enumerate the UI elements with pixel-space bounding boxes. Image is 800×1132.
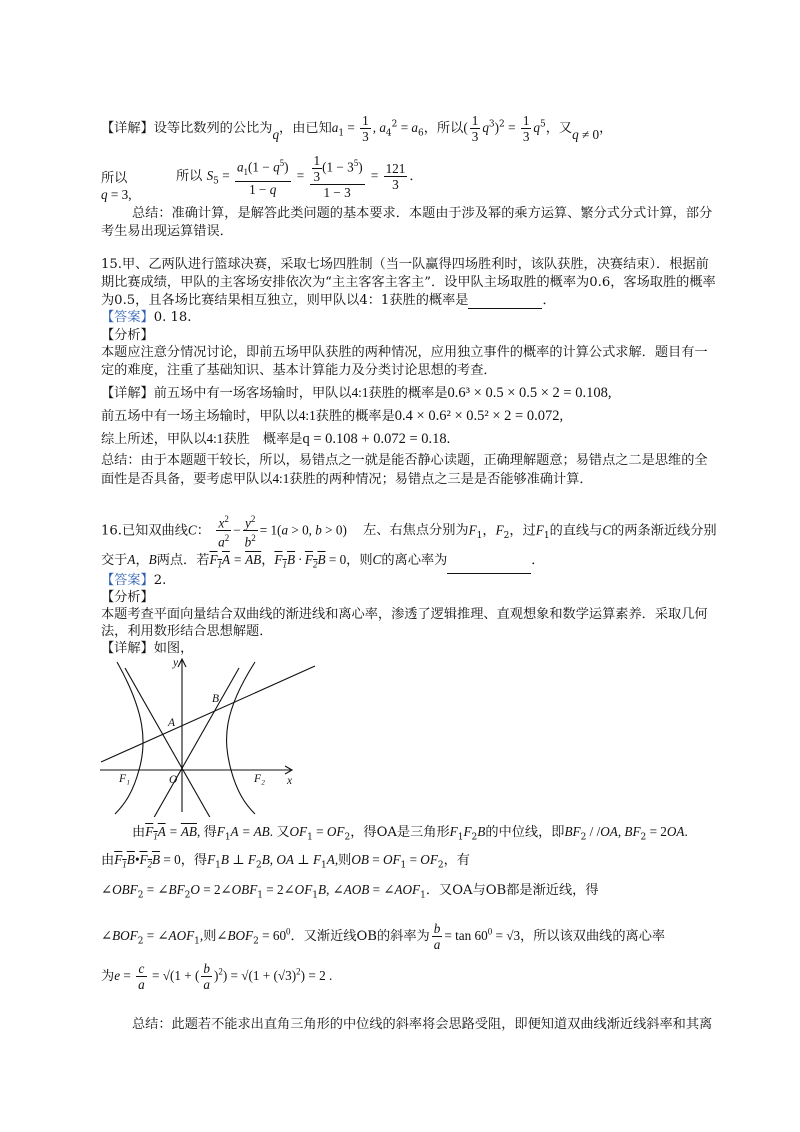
p15-answer-line (101, 309, 192, 326)
p16-solution-3: $\angle OBF_2$ = $\angle BF_2O$ = $2\angle OBF_1$ = $2\angle OF_1B$, ∠AOB = $\angle AOF_1$．又OA与OB都是渐近线，得 (101, 882, 599, 901)
p16-solution-1: 由$F_1A = \overline{AB}$, 得$F_1A$ = AB. 又$OF_1 = OF_2$，得OA是三角形$F_1F_2B$的中位线，即$BF_2 / /OA$, $BF_2 = 2OA$. (132, 824, 688, 843)
p14-detail-line: 【详解】设等比数列的公比为q，由已知$a_1$ = $\frac{1}{3}$ , $a_4^2 = a_6$，所以( $\frac{1}{3}$ $q^3)^2$ = $\frac{1}{3}$ $q^5$，又q ≠ 0， (101, 113, 613, 144)
p15-analysis-1: 本题应注意分情况讨论，即前五场甲队获胜的两种情况，应用独立事件的概率的计算公式求解．题目有一 (101, 345, 708, 360)
p16-question-1: 16.已知双曲线C： $\frac{x^2}{a^2}$ − $\frac{y^2}{b^2}$ = 1(a > 0, b > 0) 左、右焦点分别为$F_1$，$F_2$，过$F_1$的直线与C的两条渐近线分别 (101, 514, 717, 550)
p15-question-2: 期比赛成绩，甲队的主客场安排依次为“主主客客主客主”．设甲队主场取胜的概率为0.6，客场取胜的概率 (101, 275, 716, 290)
p16-analysis-1: 本题考查平面向量结合双曲线的渐进线和离心率，渗透了逻辑推理、直观想象和数学运算素养．采取几何 (101, 607, 708, 622)
p16-question-2: 交于A，B两点．若$F_1A = \overline{AB}$，$F_1B \cdot F_2B = 0$，则C的离心率为 ． (101, 551, 544, 574)
detail-tag: 【详解】 (101, 386, 154, 401)
p14-q3: q = 3, (101, 187, 132, 202)
label-x: x (287, 775, 293, 787)
p14-so-line: 所以 (101, 171, 128, 186)
p16-analysis-2: 法，利用数形结合思想解题． (101, 624, 273, 639)
p16-solution-2: 由$F_1B•F_2B = 0$，得$F_1B$ ⊥ $F_2B$, OA ⊥ $F_1A$,则OB = $OF_1 = OF_2$，有 (101, 852, 470, 871)
p15-summary-2: 面性是否具备，要考虑甲队以4:1获胜的两种情况；易错点之三是是否能够准确计算． (101, 471, 593, 487)
label-y: y (173, 657, 179, 669)
detail-tag: 【详解】 (101, 641, 154, 656)
label-o: O (169, 774, 178, 786)
hyperbola-left-branch (115, 662, 143, 814)
p14-sum-formula: 所以 $S_5$ = $\frac{a_1(1 - q^5)}{1 - q}$ = $\frac{1}{3}$ $(1 - 3^5)$ 1 − 3 = $\frac{121}{3}$ ． (176, 153, 423, 200)
p16-solution-4: $\angle BOF_2$ = $\angle AOF_1$,则$\angle BOF_2 = 60^0$．又渐近线OB的斜率为 $\frac{b}{a}$ = $\tan 60^0 = √3$，所以该双曲线的离心率 (101, 921, 666, 952)
answer-blank (447, 559, 531, 574)
p15-detail-2: 前五场中有一场主场输时，甲队以4:1获胜的概率是0.4 × 0.6² × 0.5² × 2 = 0.072, (101, 408, 564, 424)
p14-summary-1: 总结：准确计算，是解答此类问题的基本要求．本题由于涉及幂的乘方运算、繁分式分式计算，部分 (132, 206, 713, 221)
p16-answer-line (101, 572, 166, 589)
answer-value: 0. 18. (153, 310, 192, 325)
p16-detail-1: 【详解】如图， (101, 641, 194, 656)
label-a: A (168, 717, 176, 729)
p15-detail-1: 【详解】前五场中有一场客场输时，甲队以4:1获胜的概率是0.6³ × 0.5 × 0.5 × 2 = 0.108, (101, 385, 612, 401)
p15-question-1: 15.甲、乙两队进行篮球决赛，采取七场四胜制（当一队赢得四场胜利时，该队获胜，决赛结束）．根据前 (101, 257, 709, 272)
detail-tag: 【详解】 (101, 121, 154, 136)
p14-summary-2: 考生易出现运算错误． (101, 224, 233, 239)
answer-blank (468, 294, 542, 309)
hyperbola-right-branch (227, 662, 255, 814)
p16-analysis-tag: 【分析】 (101, 590, 154, 605)
answer-tag: 【答案】 (101, 573, 154, 588)
p16-solution-5: 为e = $\frac{c}{a}$ = √(1 + ( $\frac{b}{a}$ )$^2) = √(1 + (√3)^2) = 2$ . (101, 961, 333, 992)
p15-summary-1: 总结：由于本题题干较长，所以，易错点之一就是能否静心读题，正确理解题意；易错点之二是思维的全 (101, 453, 708, 468)
p15-detail-3: 综上所述，甲队以4:1获胜 概率是q = 0.108 + 0.072 = 0.18. (101, 431, 451, 447)
label-f2: F₂ (254, 773, 266, 785)
p15-question-3: 为0.5，且各场比赛结果相互独立，则甲队以4：1获胜的概率是 ． (101, 293, 556, 308)
answer-tag: 【答案】 (101, 310, 154, 325)
p15-analysis-2: 定的难度，注重了基础知识、基本计算能力及分类讨论思想的考查． (101, 363, 497, 378)
asymptote-oa (123, 668, 239, 817)
asymptote-ob (125, 668, 241, 817)
label-b: B (212, 693, 220, 705)
p16-summary: 总结：此题若不能求出直角三角形的中位线的斜率将会思路受阻，即便知道双曲线渐近线斜率和其离 (132, 1017, 713, 1032)
p15-analysis-tag: 【分析】 (101, 328, 154, 343)
answer-value: 2. (153, 573, 167, 588)
label-f1: F₁ (119, 773, 131, 785)
hyperbola-figure (95, 652, 320, 817)
line-f1-ab (101, 666, 315, 762)
